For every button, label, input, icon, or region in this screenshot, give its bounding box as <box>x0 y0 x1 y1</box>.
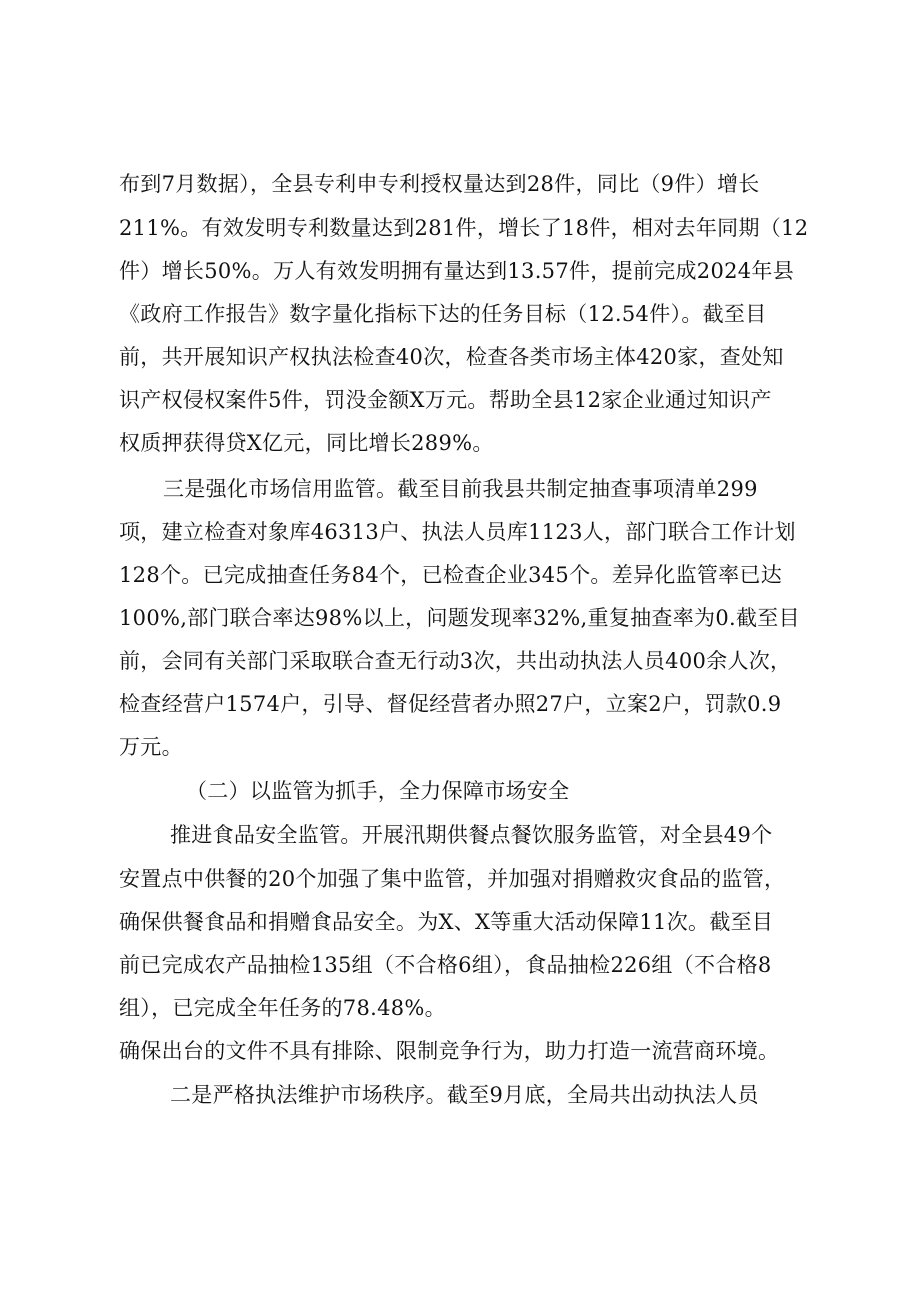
text-line: 三是强化市场信用监管。截至目前我县共制定抽查事项清单299 <box>163 477 758 501</box>
text-line: 前，会同有关部门采取联合查无行动3次，共出动执法人员400余人次， <box>119 649 792 673</box>
text-line: 安置点中供餐的20个加强了集中监管，并加强对捐赠救灾食品的监管， <box>119 867 786 891</box>
text-line: 推进食品安全监管。开展汛期供餐点餐饮服务监管，对全县49个 <box>170 823 773 847</box>
text-line: 前，共开展知识产权执法检查40次，检查各类市场主体420家，查处知 <box>119 345 784 369</box>
text-line: 100%,部门联合率达98%以上，问题发现率32%,重复抽查率为0.截至目 <box>119 606 800 630</box>
text-line: 《政府工作报告》数字量化指标下达的任务目标（12.54件）。截至目 <box>119 302 767 326</box>
text-line: 128个。已完成抽查任务84个，已检查企业345个。差异化监管率已达 <box>119 563 783 587</box>
text-line: 确保供餐食品和捐赠食品安全。为X、X等重大活动保障11次。截至目 <box>119 910 774 934</box>
text-line: 组），已完成全年任务的78.48%。 <box>119 996 446 1020</box>
text-line: 检查经营户1574户，引导、督促经营者办照27户，立案2户，罚款0.9 <box>119 692 782 716</box>
text-line: 权质押获得贷X亿元，同比增长289%。 <box>119 431 494 455</box>
section-heading: （二）以监管为抓手，全力保障市场安全 <box>186 779 570 803</box>
text-line: 万元。 <box>119 735 183 759</box>
text-line: 二是严格执法维护市场秩序。截至9月底，全局共出动执法人员 <box>170 1083 759 1107</box>
text-line: 项，建立检查对象库46313户、执法人员库1123人，部门联合工作计划 <box>119 520 796 544</box>
text-line: 件）增长50%。万人有效发明拥有量达到13.57件，提前完成2024年县 <box>119 259 795 283</box>
text-line: 布到7月数据），全县专利申专利授权量达到28件，同比（9件）增长 <box>119 172 760 196</box>
text-line: 211%。有效发明专利数量达到281件，增长了18件，相对去年同期（12 <box>119 216 809 240</box>
text-line: 确保出台的文件不具有排除、限制竞争行为，助力打造一流营商环境。 <box>119 1039 780 1063</box>
text-line: 识产权侵权案件5件，罚没金额X万元。帮助全县12家企业通过知识产 <box>119 388 772 412</box>
text-line: 前已完成农产品抽检135组（不合格6组），食品抽检226组（不合格8 <box>119 953 772 977</box>
